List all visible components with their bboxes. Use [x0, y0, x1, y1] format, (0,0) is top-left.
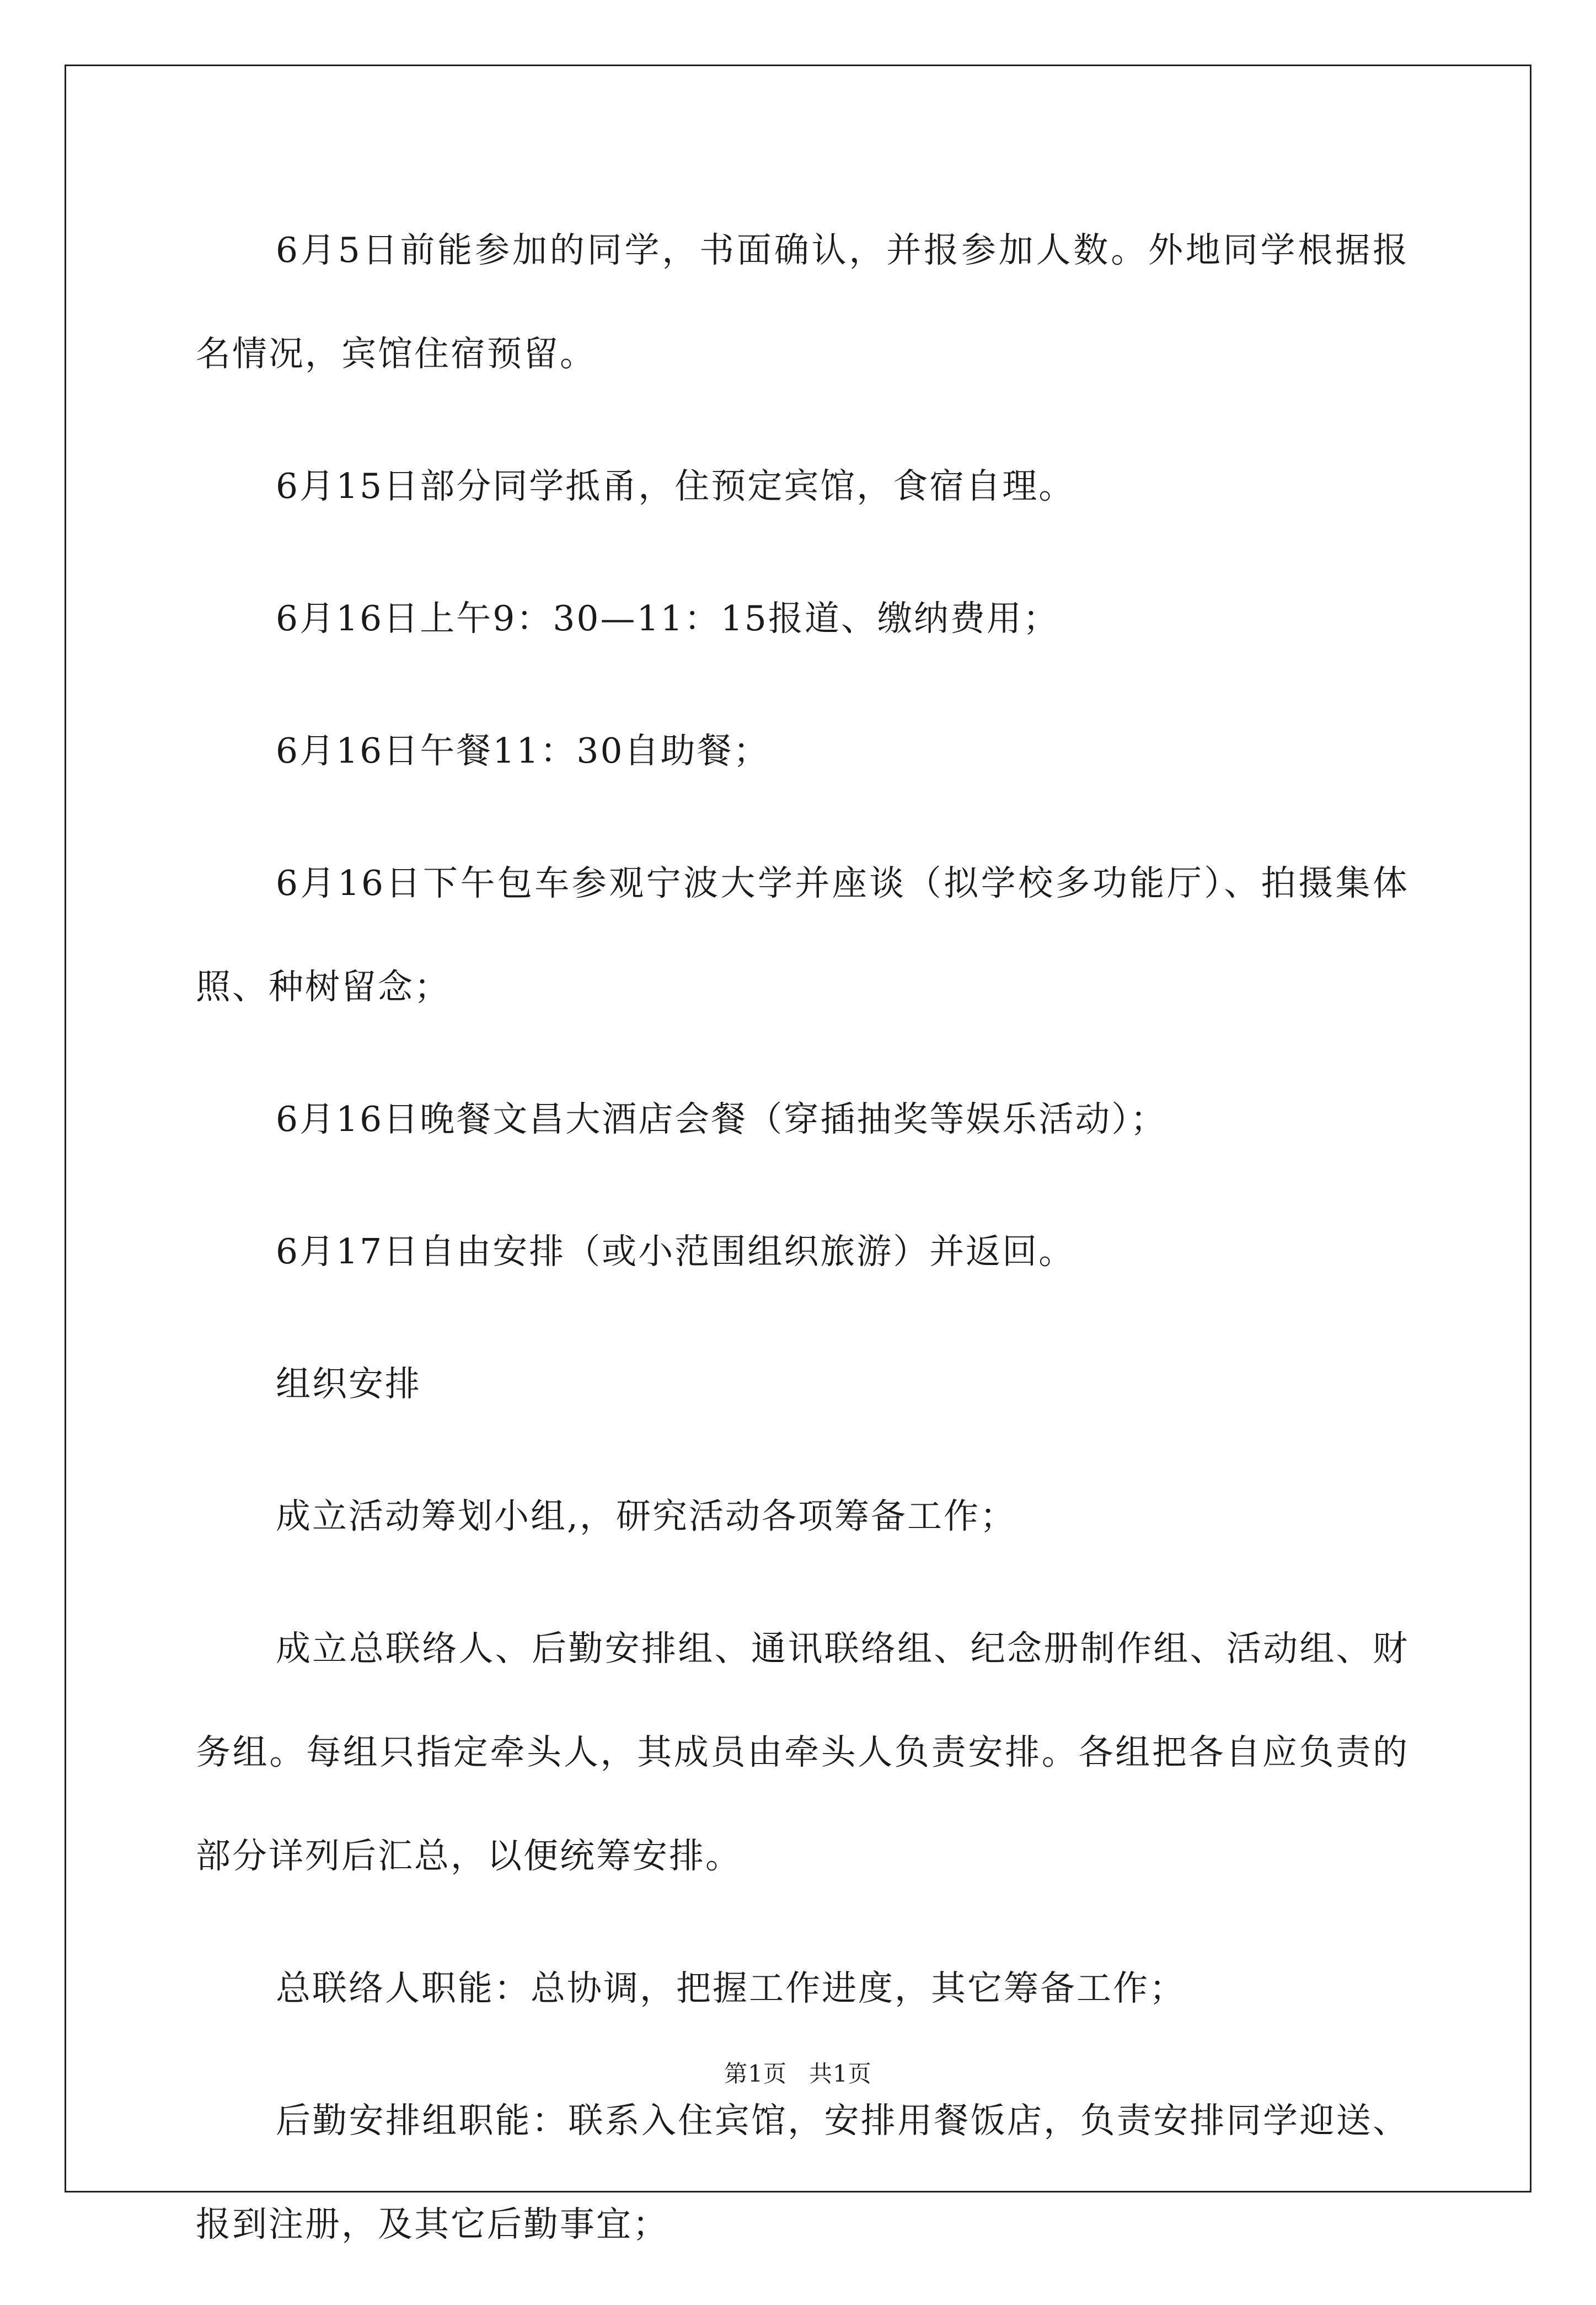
paragraph-6: 6月16日晚餐文昌大酒店会餐（穿插抽奖等娱乐活动）；	[276, 1099, 1167, 1139]
document-body	[196, 199, 1409, 2305]
paragraph-5: 6月16日下午包车参观宁波大学并座谈（拟学校多功能厅）、拍摄集体照、种树留念；	[196, 863, 1409, 1007]
section-heading: 组织安排	[276, 1364, 421, 1404]
paragraph-10: 总联络人职能：总协调，把握工作进度，其它筹备工作；	[276, 1968, 1186, 2008]
paragraph-1: 6月5日前能参加的同学，书面确认，并报参加人数。外地同学根据报名情况，宾馆住宿预留。	[196, 230, 1409, 374]
page-number: 第1页	[724, 2060, 787, 2087]
paragraph-3: 6月16日上午9：30—11：15报道、缴纳费用；	[276, 598, 1059, 639]
paragraph-9: 成立总联络人、后勤安排组、通讯联络组、纪念册制作组、活动组、财务组。每组只指定牵头人，其成员由牵头人负责安排。各组把各自应负责的部分详列后汇总，以便统筹安排。	[196, 1628, 1409, 1876]
paragraph-11: 后勤安排组职能：联系入住宾馆，安排用餐饭店，负责安排同学迎送、报到注册，及其它后勤事宜；	[196, 2100, 1409, 2244]
paragraph-7: 6月17日自由安排（或小范围组织旅游）并返回。	[276, 1231, 1075, 1272]
paragraph-4: 6月16日午餐11：30自助餐；	[276, 731, 770, 771]
paragraph-2: 6月15日部分同学抵甬，住预定宾馆，食宿自理。	[276, 466, 1075, 506]
page-total: 共1页	[809, 2060, 872, 2087]
paragraph-8: 成立活动筹划小组,，研究活动各项筹备工作；	[276, 1496, 1017, 1536]
page-footer	[0, 2056, 1596, 2089]
